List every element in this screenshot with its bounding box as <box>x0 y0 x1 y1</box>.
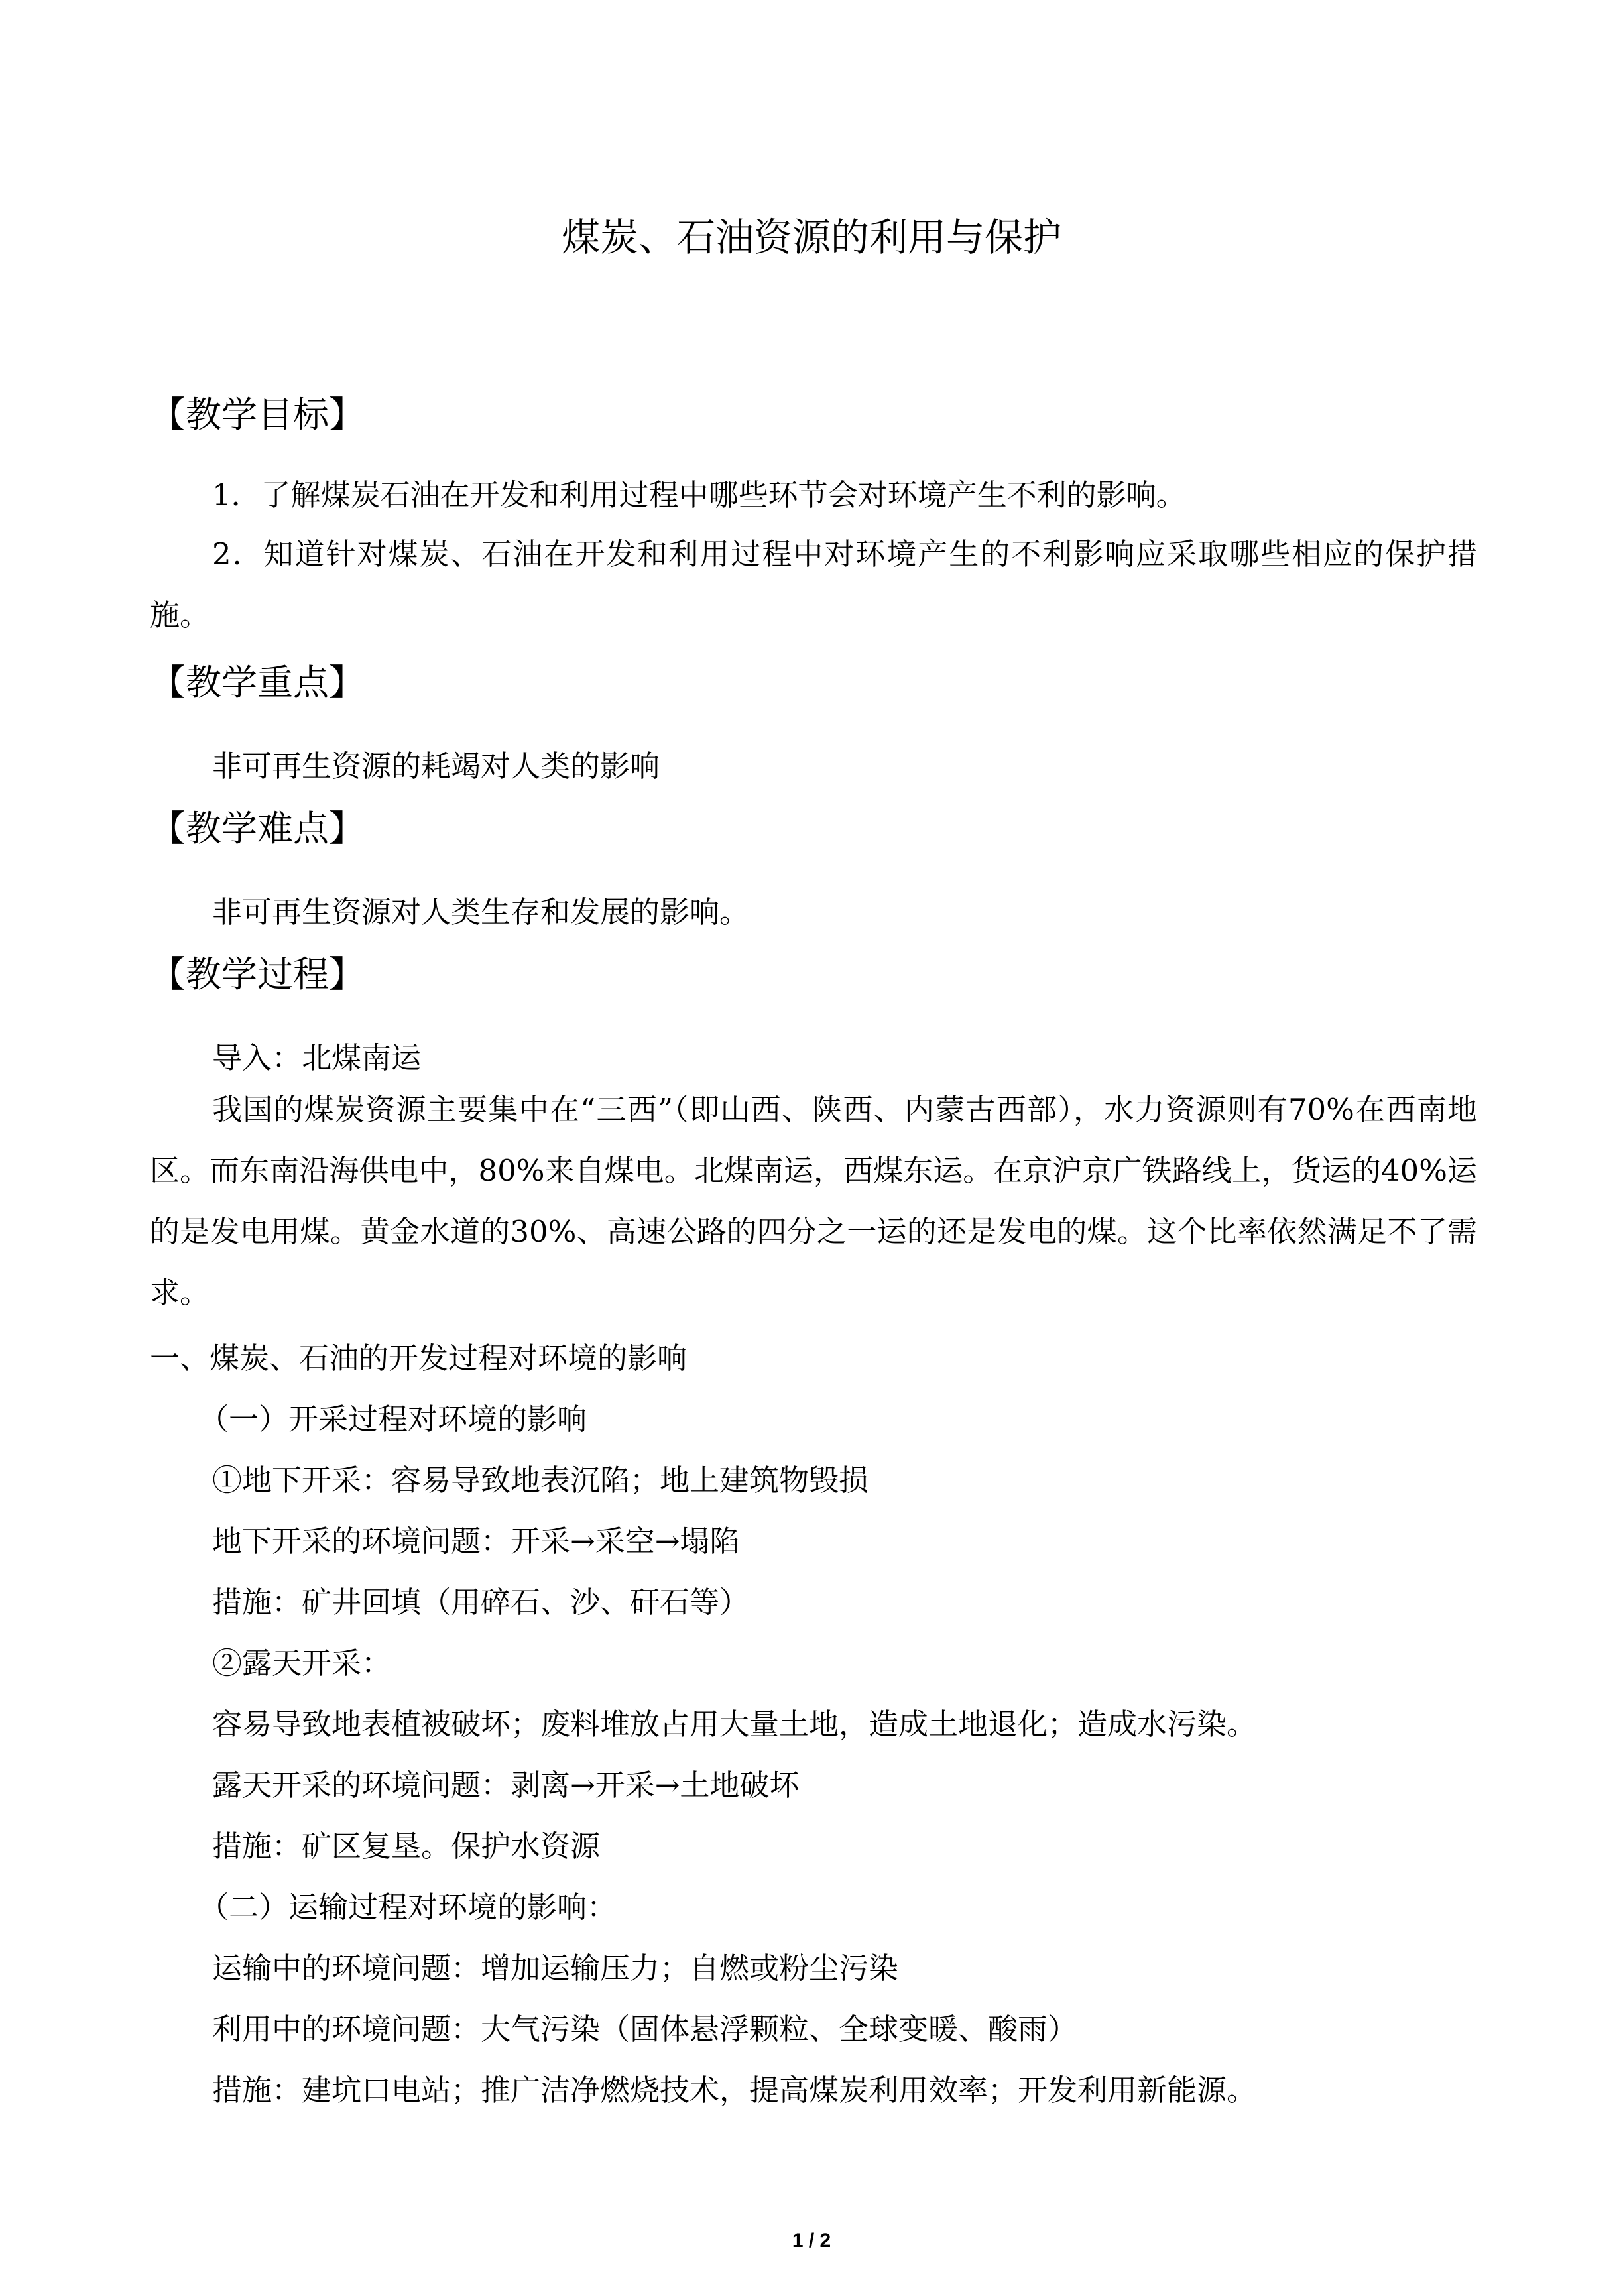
difficulties-text: 非可再生资源对人类生存和发展的影响。 <box>212 894 750 930</box>
underground-mining: ①地下开采：容易导致地表沉陷；地上建筑物毁损 <box>212 1463 869 1498</box>
page-number: 1 / 2 <box>792 2230 831 2252</box>
transport-issue: 运输中的环境问题：增加运输压力；自燃或粉尘污染 <box>212 1951 899 1986</box>
use-issue: 利用中的环境问题：大气污染（固体悬浮颗粒、全球变暖、酸雨） <box>212 2012 1078 2047</box>
difficulties-heading: 【教学难点】 <box>150 808 365 849</box>
objectives-heading: 【教学目标】 <box>150 394 365 436</box>
page-title: 煤炭、石油资源的利用与保护 <box>561 215 1061 260</box>
openpit-mining: ②露天开采： <box>212 1646 392 1681</box>
sub2-title: （二）运输过程对环境的影响： <box>199 1890 617 1925</box>
objective-item-1: 1．了解煤炭石油在开发和利用过程中哪些环节会对环境产生不利的影响。 <box>212 477 1186 513</box>
key-points-text: 非可再生资源的耗竭对人类的影响 <box>212 749 660 784</box>
openpit-measure: 措施：矿区复垦。保护水资源 <box>212 1829 601 1864</box>
openpit-desc: 容易导致地表植被破坏；废料堆放占用大量土地，造成土地退化；造成水污染。 <box>212 1707 1257 1742</box>
process-intro: 导入：北煤南运 <box>212 1040 422 1075</box>
part1-title: 一、煤炭、石油的开发过程对环境的影响 <box>150 1341 688 1376</box>
sub1-title: （一）开采过程对环境的影响 <box>199 1402 587 1437</box>
underground-measure: 措施：矿井回填（用碎石、沙、矸石等） <box>212 1585 750 1620</box>
underground-issue: 地下开采的环境问题：开采→采空→塌陷 <box>212 1524 740 1559</box>
final-measure: 措施：建坑口电站；推广洁净燃烧技术，提高煤炭利用效率；开发利用新能源。 <box>212 2073 1257 2108</box>
process-paragraph: 我国的煤炭资源主要集中在“三西”（即山西、陕西、内蒙古西部），水力资源则有70%在西南地区。而东南沿海供电中，80%来自煤电。北煤南运，西煤东运。在京沪京广铁路线上，货运的40%运的是发电用煤。黄金水道的30%、高速公路的四分之一运的还是发电的煤。这个比率依然满足不了需求。 <box>150 1092 1477 1310</box>
key-points-heading: 【教学重点】 <box>150 662 365 703</box>
objective-item-2: 2．知道针对煤炭、石油在开发和利用过程中对环境产生的不利影响应采取哪些相应的保护措施。 <box>150 536 1477 633</box>
process-heading: 【教学过程】 <box>150 953 365 995</box>
openpit-issue: 露天开采的环境问题：剥离→开采→土地破坏 <box>212 1768 800 1803</box>
